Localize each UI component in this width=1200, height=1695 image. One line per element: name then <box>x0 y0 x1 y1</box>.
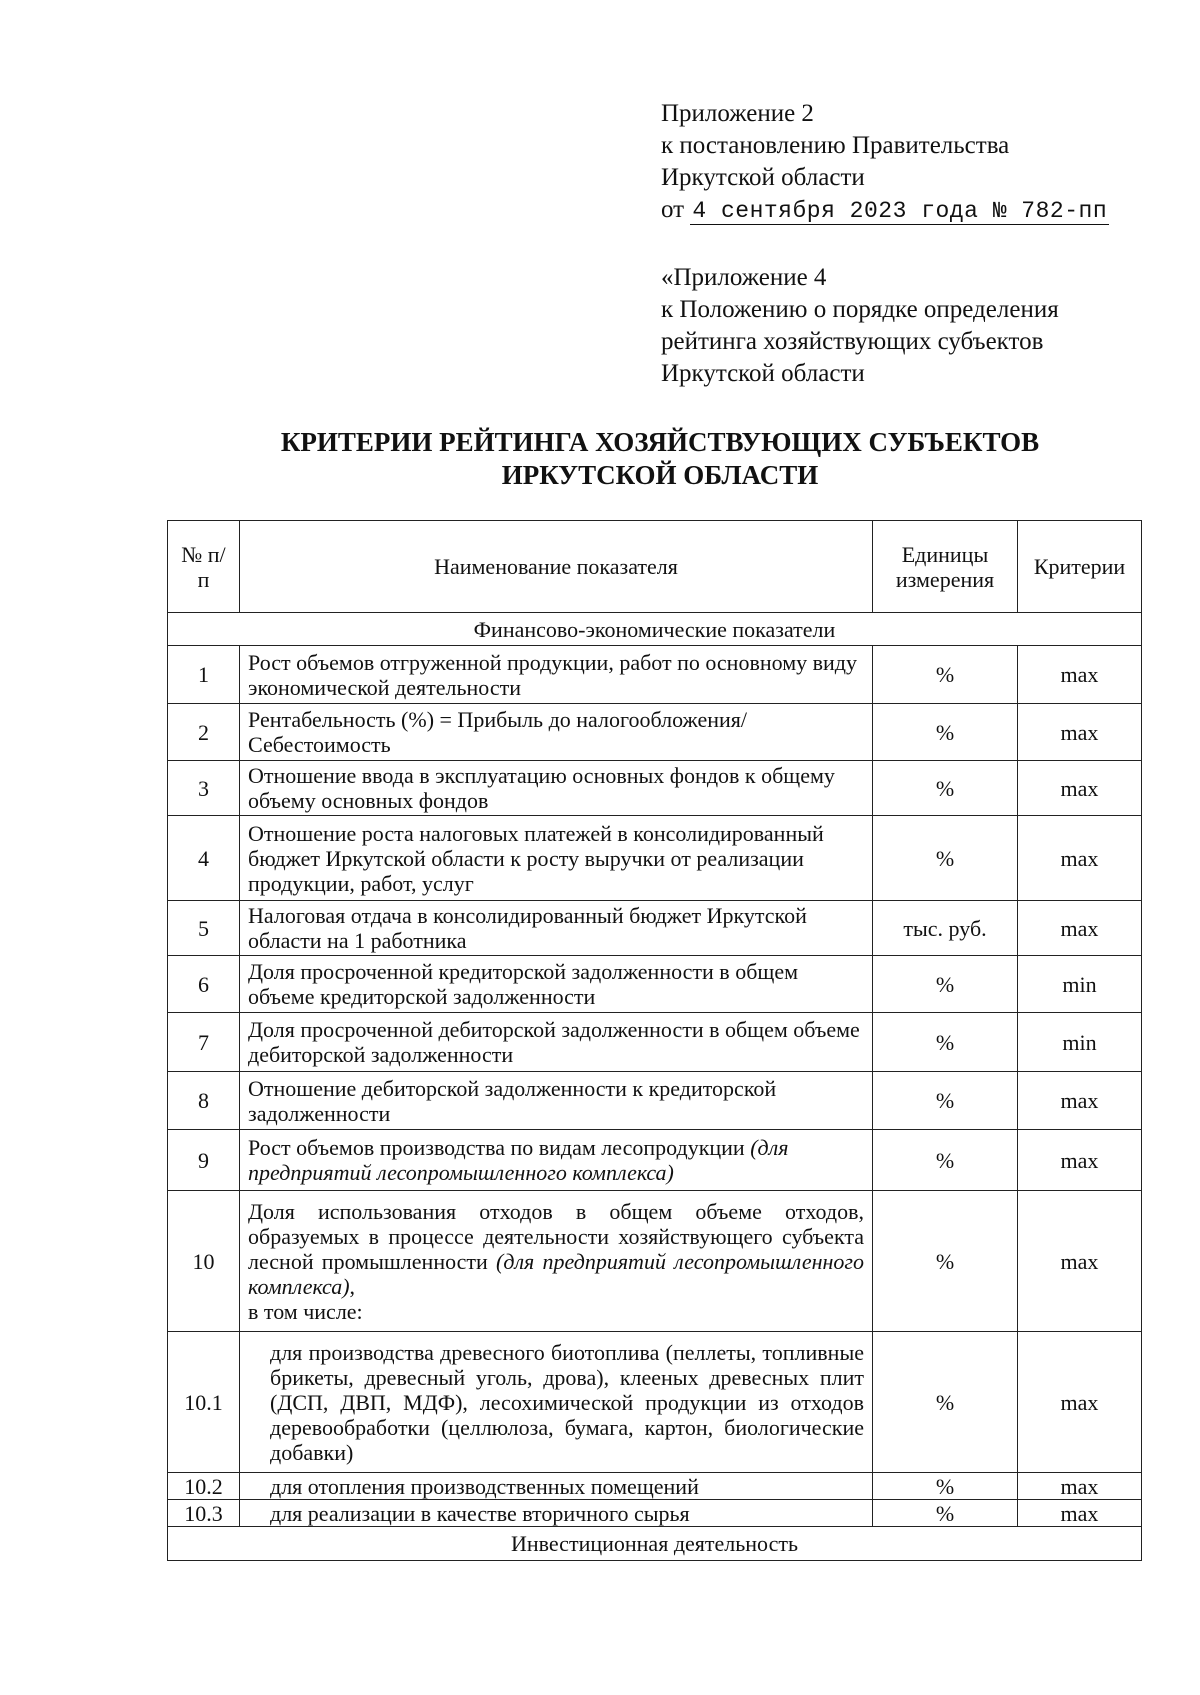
table-row: 8 Отношение дебиторской задолженности к кредиторской задолженности % max <box>168 1072 1142 1130</box>
appendix-line: Приложение 2 <box>661 100 814 127</box>
table-row: 10.2 для отопления производственных помещений % max <box>168 1473 1142 1500</box>
table-row: 6 Доля просроченной кредиторской задолженности в общем объеме кредиторской задолженности % min <box>168 956 1142 1013</box>
appendix-line: Иркутской области <box>661 164 865 191</box>
table-row: 9 Рост объемов производства по видам лесопродукции (для предприятий лесопромышленного комплекса) % max <box>168 1130 1142 1191</box>
table-row: 4 Отношение роста налоговых платежей в консолидированный бюджет Иркутской области к росту выручки от реализации продукции, работ, услуг % max <box>168 816 1142 901</box>
section-row <box>168 613 1142 646</box>
section-row <box>168 1527 1142 1561</box>
table-row: 10.3 для реализации в качестве вторичного сырья % max <box>168 1500 1142 1527</box>
annex-header <box>661 262 1121 390</box>
table-row: 10.1 для производства древесного биотоплива (пеллеты, топливные брикеты, древесный уголь, дрова), клееных древесных плит (ДСП, ДВП, МДФ), лесохимической продукции из отходов деревообработки (целлюлоза, бумага, картон, биологические добавки) % max <box>168 1332 1142 1473</box>
table-row: 7 Доля просроченной дебиторской задолженности в общем объеме дебиторской задолженности % min <box>168 1013 1142 1072</box>
resolution-date: 4 сентября 2023 года № 782-пп <box>692 198 1108 224</box>
criteria-table <box>167 520 1142 1561</box>
header-name: Наименование показателя <box>240 521 873 613</box>
section-title: Инвестиционная деятельность <box>168 1527 1142 1561</box>
annex-line: рейтинга хозяйствующих субъектов <box>661 328 1044 355</box>
page-title: КРИТЕРИИ РЕЙТИНГА ХОЗЯЙСТВУЮЩИХ СУБЪЕКТОВ ИРКУТСКОЙ ОБЛАСТИ <box>280 427 1040 490</box>
appendix-date-line: от 4 сентября 2023 года № 782-пп <box>661 196 1108 224</box>
annex-line: «Приложение 4 <box>661 264 827 291</box>
table-row: 2 Рентабельность (%) = Прибыль до налогообложения/Себестоимость % max <box>168 704 1142 761</box>
table-header-row <box>168 521 1142 613</box>
table-row: 3 Отношение ввода в эксплуатацию основных фондов к общему объему основных фондов % max <box>168 761 1142 816</box>
table-row: 5 Налоговая отдача в консолидированный бюджет Иркутской области на 1 работника тыс. руб. max <box>168 901 1142 956</box>
header-criteria: Критерии <box>1018 521 1142 613</box>
appendix-header <box>661 98 1121 227</box>
annex-line: к Положению о порядке определения <box>661 296 1059 323</box>
section-title: Финансово-экономические показатели <box>168 613 1142 646</box>
annex-line: Иркутской области <box>661 360 865 387</box>
table-row: 1 Рост объемов отгруженной продукции, работ по основному виду экономической деятельности % max <box>168 646 1142 704</box>
appendix-line: к постановлению Правительства <box>661 132 1010 159</box>
header-num: № п/п <box>168 521 240 613</box>
table-row: 10 Доля использования отходов в общем объеме отходов, образуемых в процессе деятельности хозяйствующего субъекта лесной промышленности (для предприятий лесопромышленного комплекса), в том числе: % max <box>168 1191 1142 1332</box>
header-unit: Единицы измерения <box>873 521 1018 613</box>
